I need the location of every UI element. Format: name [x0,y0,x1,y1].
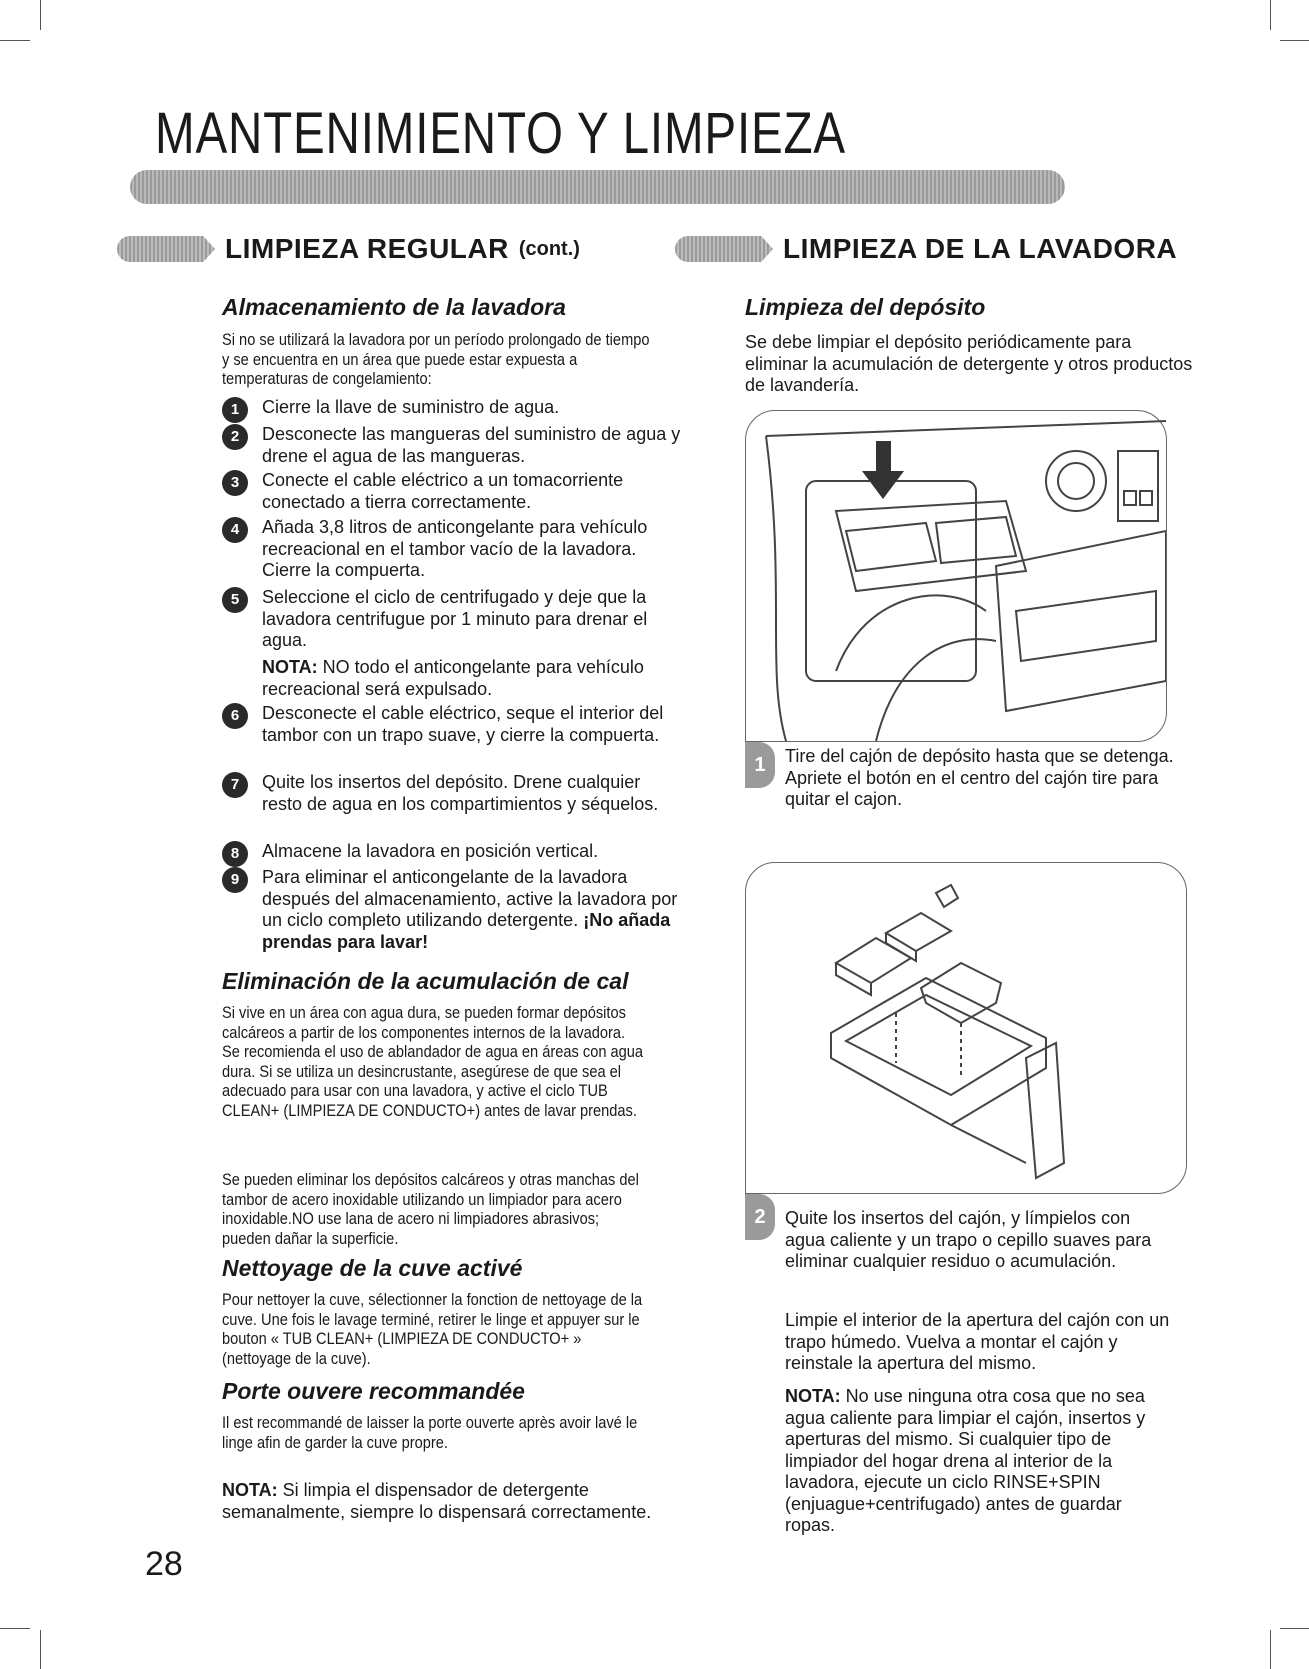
page-title: MANTENIMIENTO Y LIMPIEZA [155,101,846,166]
step-text: Desconecte el cable eléctrico, seque el interior del tambor con un trapo suave, y cierre la compuerta. [262,703,664,745]
step-number: 5 [222,587,248,613]
step-2-text: Quite los insertos del cajón, y límpielos con agua caliente y un trapo o cepillo suaves para eliminar cualquier residuo o acumulación. [785,1208,1152,1271]
note-text: NO todo el anticongelante para vehículo recreacional será expulsado. [262,657,644,699]
crop-mark [1280,1628,1309,1629]
step-7 [222,772,682,815]
step-text: Cierre la llave de suministro de agua. [262,397,560,417]
crop-mark [0,1628,30,1629]
section-header-right [675,233,1177,265]
washer-drawer-illustration [746,411,1166,741]
step-number: 9 [222,867,248,893]
crop-mark [0,40,30,41]
step-6 [222,703,682,746]
step-text: Seleccione el ciclo de centrifugado y deje que la lavadora centrifugue por 1 minuto para drenar el agua. [262,587,648,650]
step-text: Quite los insertos del depósito. Drene cualquier resto de agua en los compartimientos y séquelos. [262,772,659,814]
step-number: 2 [222,424,248,450]
step-badge-1: 1 [745,742,775,788]
drawer-inserts-illustration [746,863,1186,1193]
right-note [785,1386,1175,1537]
final-note [222,1480,652,1523]
reassembly-text: Limpie el interior de la apertura del cajón con un trapo húmedo. Vuelva a montar el cajón y reinstale la apertura del mismo. [785,1310,1170,1373]
step-9 [222,867,682,953]
step-1 [222,397,682,419]
step-text: Conecte el cable eléctrico a un tomacorriente conectado a tierra correctamente. [262,470,624,512]
crop-mark [40,0,41,30]
section-suffix: (cont.) [518,237,580,260]
step-text: Almacene la lavadora en posición vertical. [262,841,599,861]
note-label: NOTA: [222,1480,278,1500]
step-number: 7 [222,772,248,798]
arrow-down-icon [862,441,904,499]
subheading-tub-clean: Nettoyage de la cuve activé [222,1255,523,1281]
step-3 [222,470,682,513]
note-label: NOTA: [262,657,318,677]
step-4 [222,517,682,582]
section-header-left [117,233,580,265]
dispenser-intro: Se debe limpiar el depósito periódicamente para eliminar la acumulación de detergente y otros productos de lavandería. [745,332,1193,395]
step-8 [222,841,682,863]
note-text: No use ninguna otra cosa que no sea agua caliente para limpiar el cajón, insertos y aperturas del mismo. Si cualquier tipo de limpiador del hogar drena al interior de la lavadora, ejecute un ciclo RINSE+SPIN (enjuague+centrifugado) antes de guardar ropas. [785,1386,1146,1535]
step-number: 6 [222,703,248,729]
step-badge-2: 2 [745,1194,775,1240]
section-title: LIMPIEZA REGULAR [225,233,509,264]
lime-paragraph-2: Se pueden eliminar los depósitos calcáreos y otras manchas del tambor de acero inoxidable utilizando un limpiador para acero inoxidable.NO use lana de acero ni limpiadores abrasivos; pueden dañar la superficie. [222,1170,639,1248]
page-number: 28 [145,1545,183,1583]
step-number: 1 [222,397,248,423]
section-marker [675,236,773,262]
section-title: LIMPIEZA DE LA LAVADORA [783,233,1178,264]
door-text: Il est recommandé de laisser la porte ouverte après avoir lavé le linge afin de garder la cuve propre. [222,1413,638,1452]
step-2 [222,424,682,467]
lime-paragraph-1: Si vive en un área con agua dura, se pueden formar depósitos calcáreos a partir de los componentes internos de la lavadora. Se recomienda el uso de ablandador de agua en áreas con agua dura. Si se utiliza un desincrustante, asegúrese de que sea el adecuado para usar con una lavadora, y active el ciclo TUB CLEAN+ (LIMPIEZA DE CONDUCTO+) antes de lavar prendas. [222,1003,644,1120]
step-number: 3 [222,470,248,496]
crop-mark [1280,40,1309,41]
crop-mark [1270,0,1271,30]
storage-intro: Si no se utilizará la lavadora por un período prolongado de tiempo y se encuentra en un área que puede estar expuesta a temperaturas de congelamiento: [222,330,650,388]
figure-drawer-inserts [745,862,1187,1194]
subheading-storage: Almacenamiento de la lavadora [222,294,566,320]
crop-mark [1270,1630,1271,1669]
section-marker [117,236,215,262]
step-text: Añada 3,8 litros de anticongelante para vehículo recreacional en el tambor vacío de la lavadora. Cierre la compuerta. [262,517,648,580]
subheading-door: Porte ouvere recommandée [222,1378,525,1404]
note-text: Si limpia el dispensador de detergente semanalmente, siempre lo dispensará correctamente. [222,1480,652,1522]
note-label: NOTA: [785,1386,841,1406]
step-text: Para eliminar el anticongelante de la lavadora después del almacenamiento, active la lavadora por un ciclo completo utilizando detergente. [262,867,678,930]
figure-drawer-pulled [745,410,1167,742]
step-text: Desconecte las mangueras del suministro de agua y drene el agua de las mangueras. [262,424,681,466]
step-5 [222,587,682,652]
subheading-dispenser: Limpieza del depósito [745,294,986,320]
tub-clean-text: Pour nettoyer la cuve, sélectionner la fonction de nettoyage de la cuve. Une fois le lavage terminé, retirer le linge et appuyer sur le bouton « TUB CLEAN+ (LIMPIEZA DE CONDUCTO+ » (nettoyage de la cuve). [222,1290,643,1368]
step-number: 8 [222,841,248,867]
subheading-lime: Eliminación de la acumulación de cal [222,968,629,994]
step-number: 4 [222,517,248,543]
storage-note [262,657,662,700]
crop-mark [40,1630,41,1669]
step-warning: ¡No añada prendas para lavar! [262,910,671,952]
step-1-text: Tire del cajón de depósito hasta que se detenga. Apriete el botón en el centro del cajón tire para quitar el cajon. [785,746,1174,809]
title-bar [130,170,1065,204]
